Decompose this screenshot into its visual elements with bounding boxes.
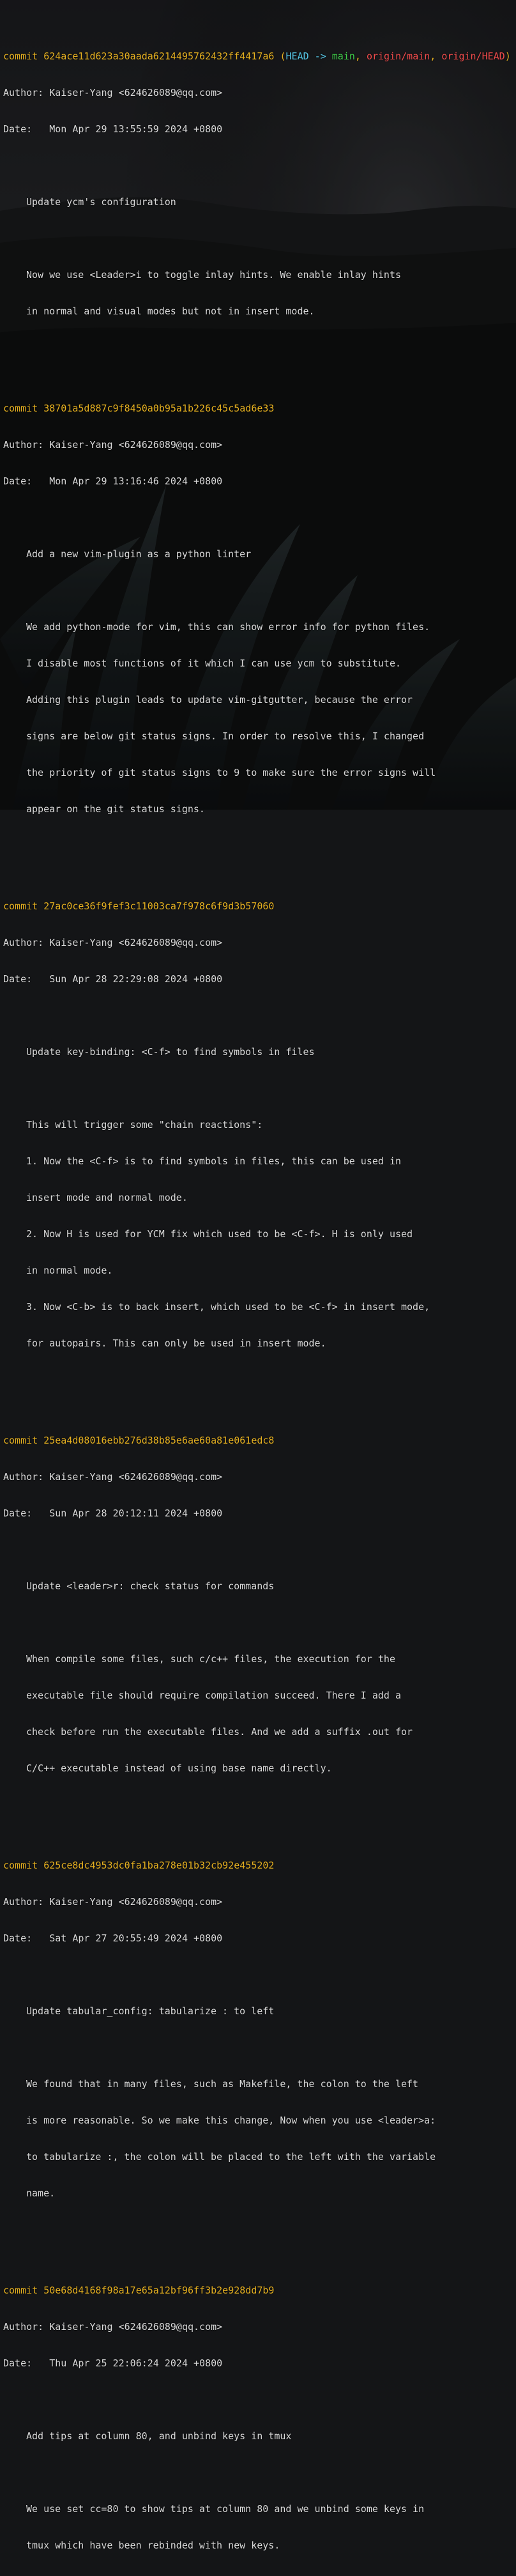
blank-line [3, 1544, 514, 1556]
commit-line [3, 1435, 514, 1447]
date-label: Date: [3, 1932, 33, 1944]
commit-hash[interactable]: 25ea4d08016ebb276d38b85e6ae60a81e061edc8 [43, 1435, 275, 1446]
commit-subject: Update tabular_config: tabularize : to left [26, 2005, 275, 2017]
author-label: Author: [3, 1471, 44, 1483]
commit-hash[interactable]: 624ace11d623a30aada6214495762432ff4417a6 [43, 50, 275, 62]
commit-line [3, 1860, 514, 1872]
commit-body-line: Now we use <Leader>i to toggle inlay hints. We enable inlay hints [26, 269, 401, 281]
head-arrow: -> [314, 50, 326, 62]
blank-line [3, 233, 514, 245]
blank-line [3, 1083, 514, 1095]
commit-label: commit [3, 1860, 38, 1871]
commit-body-line: check before run the executable files. And we add a suffix .out for [26, 1726, 413, 1738]
commit-body-line: When compile some files, such c/c++ files, the execution for the [26, 1653, 395, 1665]
blank-line [3, 2042, 514, 2054]
commit-hash[interactable]: 50e68d4168f98a17e65a12bf96ff3b2e928dd7b9 [43, 2285, 275, 2296]
blank-line [3, 512, 514, 524]
author-line [3, 1471, 514, 1483]
blank-line [3, 1374, 514, 1386]
commit-line [3, 403, 514, 415]
date-line [3, 123, 514, 135]
author-line [3, 2321, 514, 2333]
commit-subject: Update <leader>r: check status for commands [26, 1580, 275, 1592]
blank-line [3, 160, 514, 172]
date-label: Date: [3, 2357, 33, 2369]
date-line [3, 2357, 514, 2370]
author-value: Kaiser-Yang <624626089@qq.com> [49, 1896, 223, 1908]
blank-line [3, 1010, 514, 1022]
date-label: Date: [3, 475, 33, 487]
commit-body-line: signs are below git status signs. In order to resolve this, I changed [26, 730, 425, 742]
commit-body-line: the priority of git status signs to 9 to make sure the error signs will [26, 767, 436, 778]
author-label: Author: [3, 1896, 44, 1908]
author-line [3, 439, 514, 451]
commit-label: commit [3, 50, 38, 62]
blank-line [3, 1969, 514, 1981]
ref-paren-open: ( [280, 50, 286, 62]
commit-line [3, 50, 514, 63]
author-value: Kaiser-Yang <624626089@qq.com> [49, 937, 223, 948]
commit-body-line: name. [26, 2187, 56, 2199]
commit-body-line: 1. Now the <C-f> is to find symbols in files, this can be used in [26, 1155, 401, 1167]
commit-body-line: C/C++ executable instead of using base name directly. [26, 1762, 332, 1774]
blank-line [3, 1617, 514, 1629]
commit-body-line: in normal and visual modes but not in insert mode. [26, 305, 315, 317]
commit-body-line: to tabularize :, the colon will be placed to the left with the variable [26, 2151, 436, 2163]
local-branch-ref: main [331, 50, 355, 62]
date-value: Sat Apr 27 20:55:49 2024 +0800 [49, 1932, 223, 1944]
head-ref: HEAD [285, 50, 309, 62]
commit-label: commit [3, 900, 38, 912]
date-line [3, 1508, 514, 1520]
date-line [3, 475, 514, 488]
blank-line [3, 2467, 514, 2479]
commit-subject: Update key-binding: <C-f> to find symbols in files [26, 1046, 315, 1058]
ref-separator: , [354, 50, 367, 62]
commit-body-line: We add python-mode for vim, this can show error info for python files. [26, 621, 430, 633]
commit-label: commit [3, 2285, 38, 2296]
blank-line [3, 585, 514, 597]
remote-branch-ref: origin/main [366, 50, 430, 62]
date-label: Date: [3, 973, 33, 985]
commit-hash[interactable]: 38701a5d887c9f8450a0b95a1b226c45c5ad6e33 [43, 403, 275, 414]
blank-line [3, 342, 514, 354]
commit-body-line: 3. Now <C-b> is to back insert, which used to be <C-f> in insert mode, [26, 1301, 430, 1313]
author-label: Author: [3, 937, 44, 948]
date-value: Mon Apr 29 13:55:59 2024 +0800 [49, 123, 223, 135]
commit-hash[interactable]: 27ac0ce36f9fef3c11003ca7f978c6f9d3b57060 [43, 900, 275, 912]
date-value: Sun Apr 28 22:29:08 2024 +0800 [49, 973, 223, 985]
commit-subject: Add tips at column 80, and unbind keys in tmux [26, 2430, 292, 2442]
author-value: Kaiser-Yang <624626089@qq.com> [49, 439, 223, 451]
author-label: Author: [3, 439, 44, 451]
blank-line [3, 1799, 514, 1811]
commit-line [3, 2285, 514, 2297]
ref-paren-close: ) [505, 50, 511, 62]
commit-body-line: This will trigger some "chain reactions": [26, 1119, 263, 1130]
commit-body-line: executable file should require compilation succeed. There I add a [26, 1690, 401, 1701]
commit-body-line: Adding this plugin leads to update vim-gitgutter, because the error [26, 694, 413, 706]
commit-body-line: We found that in many files, such as Makefile, the colon to the left [26, 2078, 419, 2090]
git-log-output [3, 2, 514, 2576]
blank-line [3, 840, 514, 852]
commit-body-line: We use set cc=80 to show tips at column 80 and we unbind some keys in [26, 2503, 425, 2515]
date-label: Date: [3, 1508, 33, 1519]
blank-line [3, 2394, 514, 2406]
date-label: Date: [3, 123, 33, 135]
commit-label: commit [3, 403, 38, 414]
author-line [3, 937, 514, 949]
date-value: Sun Apr 28 20:12:11 2024 +0800 [49, 1508, 223, 1519]
commit-body-line: 2. Now H is used for YCM fix which used to be <C-f>. H is only used [26, 1228, 413, 1240]
author-line [3, 87, 514, 99]
commit-label: commit [3, 1435, 38, 1446]
commit-body-line: in normal mode. [26, 1265, 113, 1276]
commit-body-line: I disable most functions of it which I can use ycm to substitute. [26, 658, 401, 669]
commit-body-line: insert mode and normal mode. [26, 1192, 188, 1203]
commit-body-line: tmux which have been rebinded with new keys. [26, 2540, 280, 2551]
author-label: Author: [3, 87, 44, 98]
blank-line [3, 2224, 514, 2236]
commit-hash[interactable]: 625ce8dc4953dc0fa1ba278e01b32cb92e455202 [43, 1860, 275, 1871]
commit-subject: Update ycm's configuration [26, 196, 176, 208]
author-value: Kaiser-Yang <624626089@qq.com> [49, 1471, 223, 1483]
date-line [3, 973, 514, 985]
author-line [3, 1896, 514, 1908]
author-value: Kaiser-Yang <624626089@qq.com> [49, 2321, 223, 2333]
author-value: Kaiser-Yang <624626089@qq.com> [49, 87, 223, 98]
commit-body-line: is more reasonable. So we make this change, Now when you use <leader>a: [26, 2115, 436, 2126]
date-value: Thu Apr 25 22:06:24 2024 +0800 [49, 2357, 223, 2369]
commit-line [3, 900, 514, 913]
commit-body-line: appear on the git status signs. [26, 803, 205, 815]
commit-subject: Add a new vim-plugin as a python linter [26, 548, 252, 560]
author-label: Author: [3, 2321, 44, 2333]
date-value: Mon Apr 29 13:16:46 2024 +0800 [49, 475, 223, 487]
ref-separator: , [430, 50, 442, 62]
commit-body-line: for autopairs. This can only be used in insert mode. [26, 1338, 326, 1349]
remote-head-ref: origin/HEAD [441, 50, 505, 62]
date-line [3, 1932, 514, 1945]
